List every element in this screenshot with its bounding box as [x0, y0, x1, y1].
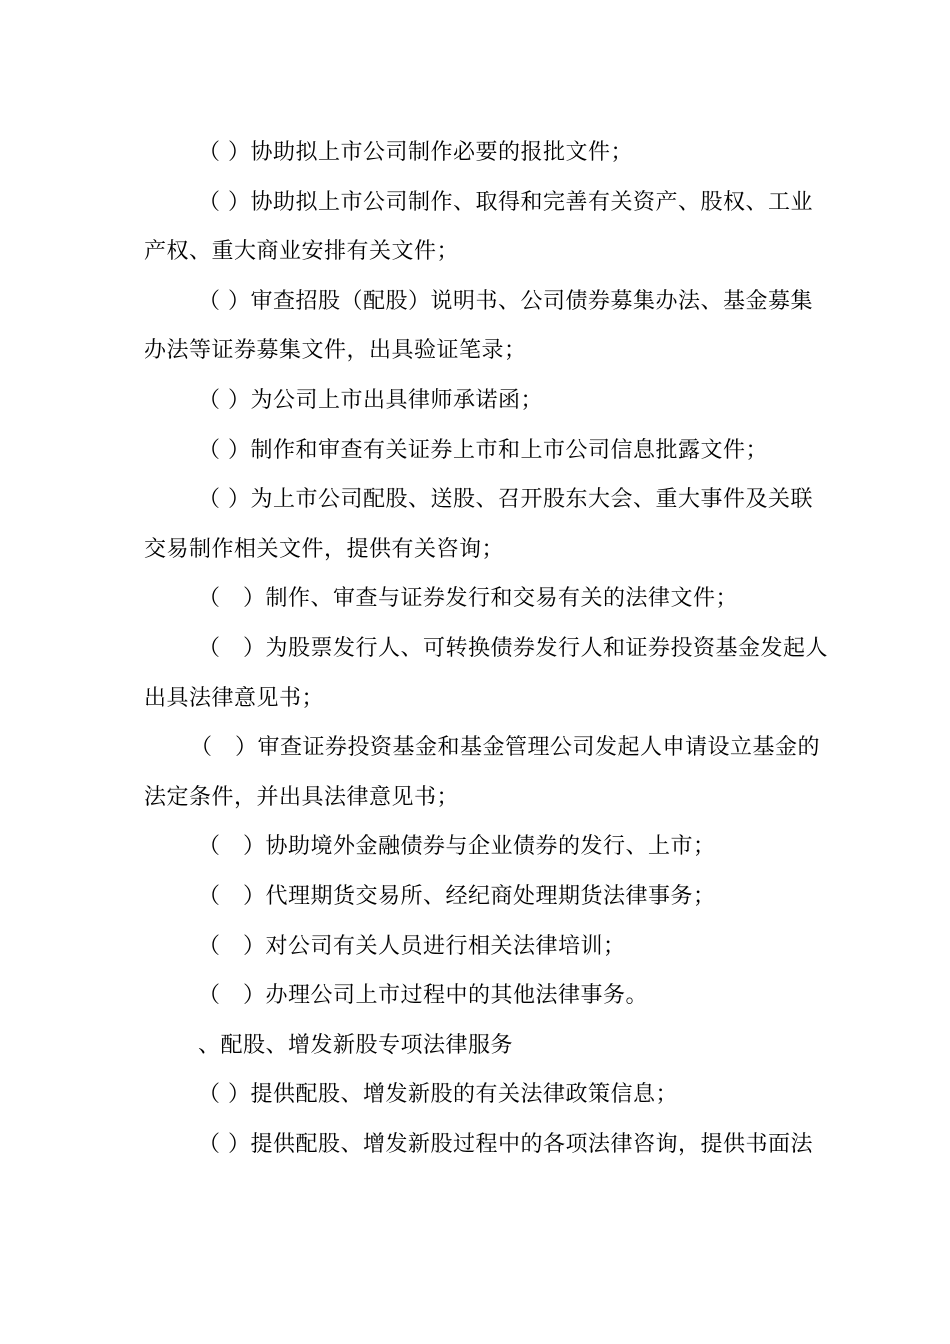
paragraph-line: （ ）为股票发行人、可转换债券发行人和证券投资基金发起人 [198, 636, 829, 661]
paragraph-line: （ ）办理公司上市过程中的其他法律事务。 [198, 983, 649, 1008]
paragraph-line: （ ）代理期货交易所、经纪商处理期货法律事务； [198, 884, 716, 909]
paragraph-line: 出具法律意见书； [144, 686, 325, 711]
paragraph-line: （ ）制作、审查与证券发行和交易有关的法律文件； [198, 586, 739, 611]
paragraph-line: （ ）审查招股（配股）说明书、公司债券募集办法、基金募集 [198, 289, 813, 314]
paragraph-line: （ ）为公司上市出具律师承诺函； [198, 388, 543, 413]
paragraph-line: （ ）对公司有关人员进行相关法律培训； [198, 934, 626, 959]
paragraph-line: （ ）协助拟上市公司制作必要的报批文件； [198, 140, 633, 165]
paragraph-line: （ ）协助境外金融债券与企业债券的发行、上市； [198, 834, 716, 859]
paragraph-line: （ ）提供配股、增发新股过程中的各项法律咨询，提供书面法 [198, 1132, 813, 1157]
paragraph-line: （ ）协助拟上市公司制作、取得和完善有关资产、股权、工业 [198, 190, 813, 215]
paragraph-line: （ ）审查证券投资基金和基金管理公司发起人申请设立基金的 [190, 735, 821, 760]
paragraph-line: 产权、重大商业安排有关文件； [144, 239, 460, 264]
paragraph-line: 交易制作相关文件，提供有关咨询； [144, 537, 505, 562]
paragraph-line: （ ）提供配股、增发新股的有关法律政策信息； [198, 1082, 678, 1107]
paragraph-line: （ ）制作和审查有关证券上市和上市公司信息批露文件； [198, 438, 768, 463]
paragraph-line: 法定条件，并出具法律意见书； [144, 785, 460, 810]
section-heading: 、配股、增发新股专项法律服务 [198, 1033, 514, 1058]
paragraph-line: 办法等证券募集文件，出具验证笔录； [144, 338, 527, 363]
paragraph-line: （ ）为上市公司配股、送股、召开股东大会、重大事件及关联 [198, 487, 813, 512]
